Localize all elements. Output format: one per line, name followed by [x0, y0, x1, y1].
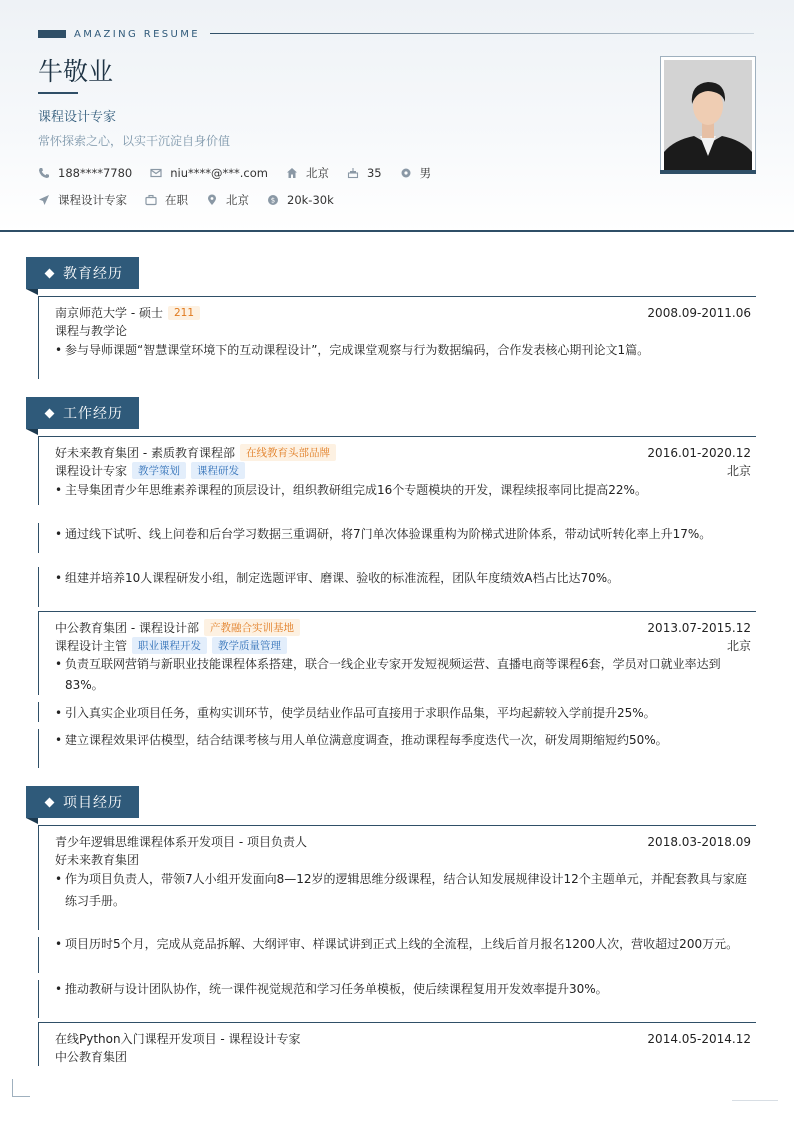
project-name: 在线Python入门课程开发项目 - 课程设计专家 [55, 1032, 301, 1046]
header-divider [0, 230, 794, 232]
section-header-fold [26, 429, 38, 435]
company-badge: 产教融合实训基地 [204, 619, 300, 636]
candidate-name: 牛敬业 [38, 57, 114, 86]
project-name: 青少年逻辑思维课程体系开发项目 - 项目负责人 [55, 835, 307, 849]
project-timeline [38, 937, 39, 973]
skill-tag: 课程研发 [191, 462, 245, 479]
name-underline [38, 92, 78, 94]
diamond-icon [45, 797, 55, 807]
project-block-2 [38, 1022, 756, 1023]
project-bullet: • 作为项目负责人，带领7人小组开发面向8—12岁的逻辑思维分级课程，结合认知发展规律设计12个主题单元，并配套教具与家庭 [55, 868, 751, 890]
work-role-row [55, 637, 751, 654]
education-date: 2008.09-2011.06 [647, 305, 751, 320]
work-timeline [38, 702, 39, 722]
work-date: 2016.01-2020.12 [647, 445, 751, 460]
work-city: 北京 [726, 464, 751, 478]
section-education-header [26, 257, 139, 289]
project-timeline [38, 980, 39, 1018]
role-text: 课程设计主管 [55, 639, 128, 653]
status-info [145, 192, 188, 208]
work-timeline [38, 523, 39, 553]
education-block [38, 296, 756, 297]
phone-icon [38, 167, 50, 179]
skill-tag: 教学质量管理 [212, 637, 287, 654]
page-corner-mark [12, 1079, 30, 1097]
project-org: 好未来教育集团 [55, 853, 140, 867]
profile-photo-frame [660, 56, 756, 174]
work-date: 2013.07-2015.12 [647, 620, 751, 635]
project-bullet: • 推动教研与设计团队协作，统一课件视觉规范和学习任务单模板，使后续课程复用开发效率提升30%。 [55, 978, 751, 1000]
hometown-text: 北京 [305, 166, 329, 180]
work-bullet-continuation [65, 676, 751, 693]
diamond-icon [45, 268, 55, 278]
work-role-row [55, 462, 751, 479]
location-icon [206, 194, 218, 206]
briefcase-icon [145, 194, 157, 206]
hometown-info [286, 165, 329, 181]
candidate-motto: 常怀探索之心，以实干沉淀自身价值 [38, 134, 231, 148]
age-info [347, 166, 382, 180]
section-header-fold [26, 289, 38, 295]
education-timeline [38, 296, 39, 379]
work-timeline [38, 729, 39, 768]
resume-tag [38, 27, 200, 41]
section-project-header [26, 786, 139, 818]
work-bullet: • 主导集团青少年思维素养课程的顶层设计，组织教研组完成16个专题模块的开发，课程续报率同比提高22%。 [55, 479, 751, 501]
work-heading-row [55, 619, 751, 636]
contact-row [38, 165, 449, 181]
work-heading-row [55, 444, 751, 461]
project-timeline [38, 1022, 39, 1066]
target-position-info [38, 192, 127, 208]
work-bullet: • 引入真实企业项目任务，重构实训环节，使学员结业作品可直接用于求职作品集，平均起薪较入学前提升25%。 [55, 702, 751, 724]
project-date: 2018.03-2018.09 [647, 834, 751, 849]
target-position-text: 课程设计专家 [58, 193, 127, 207]
phone-info [38, 166, 132, 180]
avatar-illustration [664, 60, 752, 170]
work-block-1 [38, 436, 756, 437]
photo-accent-bar [660, 170, 756, 174]
work-bullet-continuation-text: 83%。 [65, 678, 104, 692]
project-org-row [55, 1048, 751, 1065]
project-timeline [38, 825, 39, 930]
project-org-row [55, 851, 751, 868]
diamond-icon [45, 408, 55, 418]
skill-tag: 教学策划 [132, 462, 186, 479]
project-block-1 [38, 825, 756, 826]
work-city: 北京 [726, 639, 751, 653]
svg-text:$: $ [270, 196, 276, 205]
profile-photo [664, 60, 752, 170]
work-block-2 [38, 611, 756, 612]
email-info [150, 166, 268, 180]
salary-icon [267, 194, 279, 206]
work-timeline [38, 436, 39, 505]
section-project-title: 项目经历 [63, 795, 123, 811]
work-bullet: • 负责互联网营销与新职业技能课程体系搭建，联合一线企业专家开发短视频运营、直播电商等课程6套，学员对口就业率达到 [55, 653, 751, 675]
cake-icon [347, 167, 359, 179]
project-bullet-continuation [65, 892, 751, 909]
tag-rule [210, 33, 754, 34]
education-major-row [55, 322, 751, 339]
page-corner-rule [732, 1100, 778, 1101]
work-timeline [38, 567, 39, 607]
status-text: 在职 [165, 193, 188, 207]
home-icon [286, 167, 298, 179]
email-text: niu****@***.com [170, 166, 268, 180]
project-heading-row [55, 833, 751, 850]
project-bullet: • 项目历时5个月，完成从竞品拆解、大纲评审、样课试讲到正式上线的全流程，上线后首月报名1200人次，营收超过200万元。 [55, 933, 751, 955]
project-date: 2014.05-2014.12 [647, 1031, 751, 1046]
project-heading-row [55, 1030, 751, 1047]
gender-icon [400, 167, 412, 179]
age-text: 35 [366, 166, 382, 180]
tag-bar [38, 30, 66, 38]
salary-info [267, 193, 334, 207]
role-text: 课程设计专家 [55, 464, 128, 478]
skill-tag: 职业课程开发 [132, 637, 207, 654]
section-header-fold [26, 818, 38, 824]
company-name: 中公教育集团 - 课程设计部 [55, 621, 199, 635]
company-name: 好未来教育集团 - 素质教育课程部 [55, 446, 235, 460]
school-badge: 211 [168, 306, 200, 320]
candidate-title: 课程设计专家 [38, 110, 117, 125]
tag-text: AMAZING RESUME [74, 28, 200, 40]
section-work-header [26, 397, 139, 429]
mail-icon [150, 167, 162, 179]
gender-info [400, 165, 432, 181]
project-org: 中公教育集团 [55, 1050, 128, 1064]
job-intent-row [38, 192, 352, 208]
work-bullet: • 通过线下试听、线上问卷和后台学习数据三重调研，将7门单次体验课重构为阶梯式进阶体系，带动试听转化率上升17%。 [55, 523, 751, 545]
target-city-info [206, 192, 249, 208]
section-education-title: 教育经历 [63, 266, 123, 282]
gender-text: 男 [419, 166, 432, 180]
target-city-text: 北京 [226, 193, 249, 207]
work-timeline [38, 611, 39, 695]
education-bullet: • 参与导师课题“智慧课堂环境下的互动课程设计”，完成课堂观察与行为数据编码，合作发表核心期刊论文1篇。 [55, 339, 751, 361]
major-text: 课程与教学论 [55, 324, 128, 338]
company-badge: 在线教育头部品牌 [240, 444, 336, 461]
section-work-title: 工作经历 [63, 406, 123, 422]
work-bullet: • 组建并培养10人课程研发小组，制定选题评审、磨课、验收的标准流程，团队年度绩效A档占比达70%。 [55, 567, 751, 589]
work-bullet: • 建立课程效果评估模型，结合结课考核与用人单位满意度调查，推动课程每季度迭代一次，研发周期缩短约50%。 [55, 729, 751, 751]
phone-text: 188****7780 [58, 166, 133, 180]
school-name: 南京师范大学 - 硕士 [55, 306, 163, 320]
project-bullet-continuation-text: 练习手册。 [65, 894, 126, 908]
education-heading-row [55, 304, 751, 321]
send-icon [38, 194, 50, 206]
salary-text: 20k-30k [287, 193, 334, 207]
